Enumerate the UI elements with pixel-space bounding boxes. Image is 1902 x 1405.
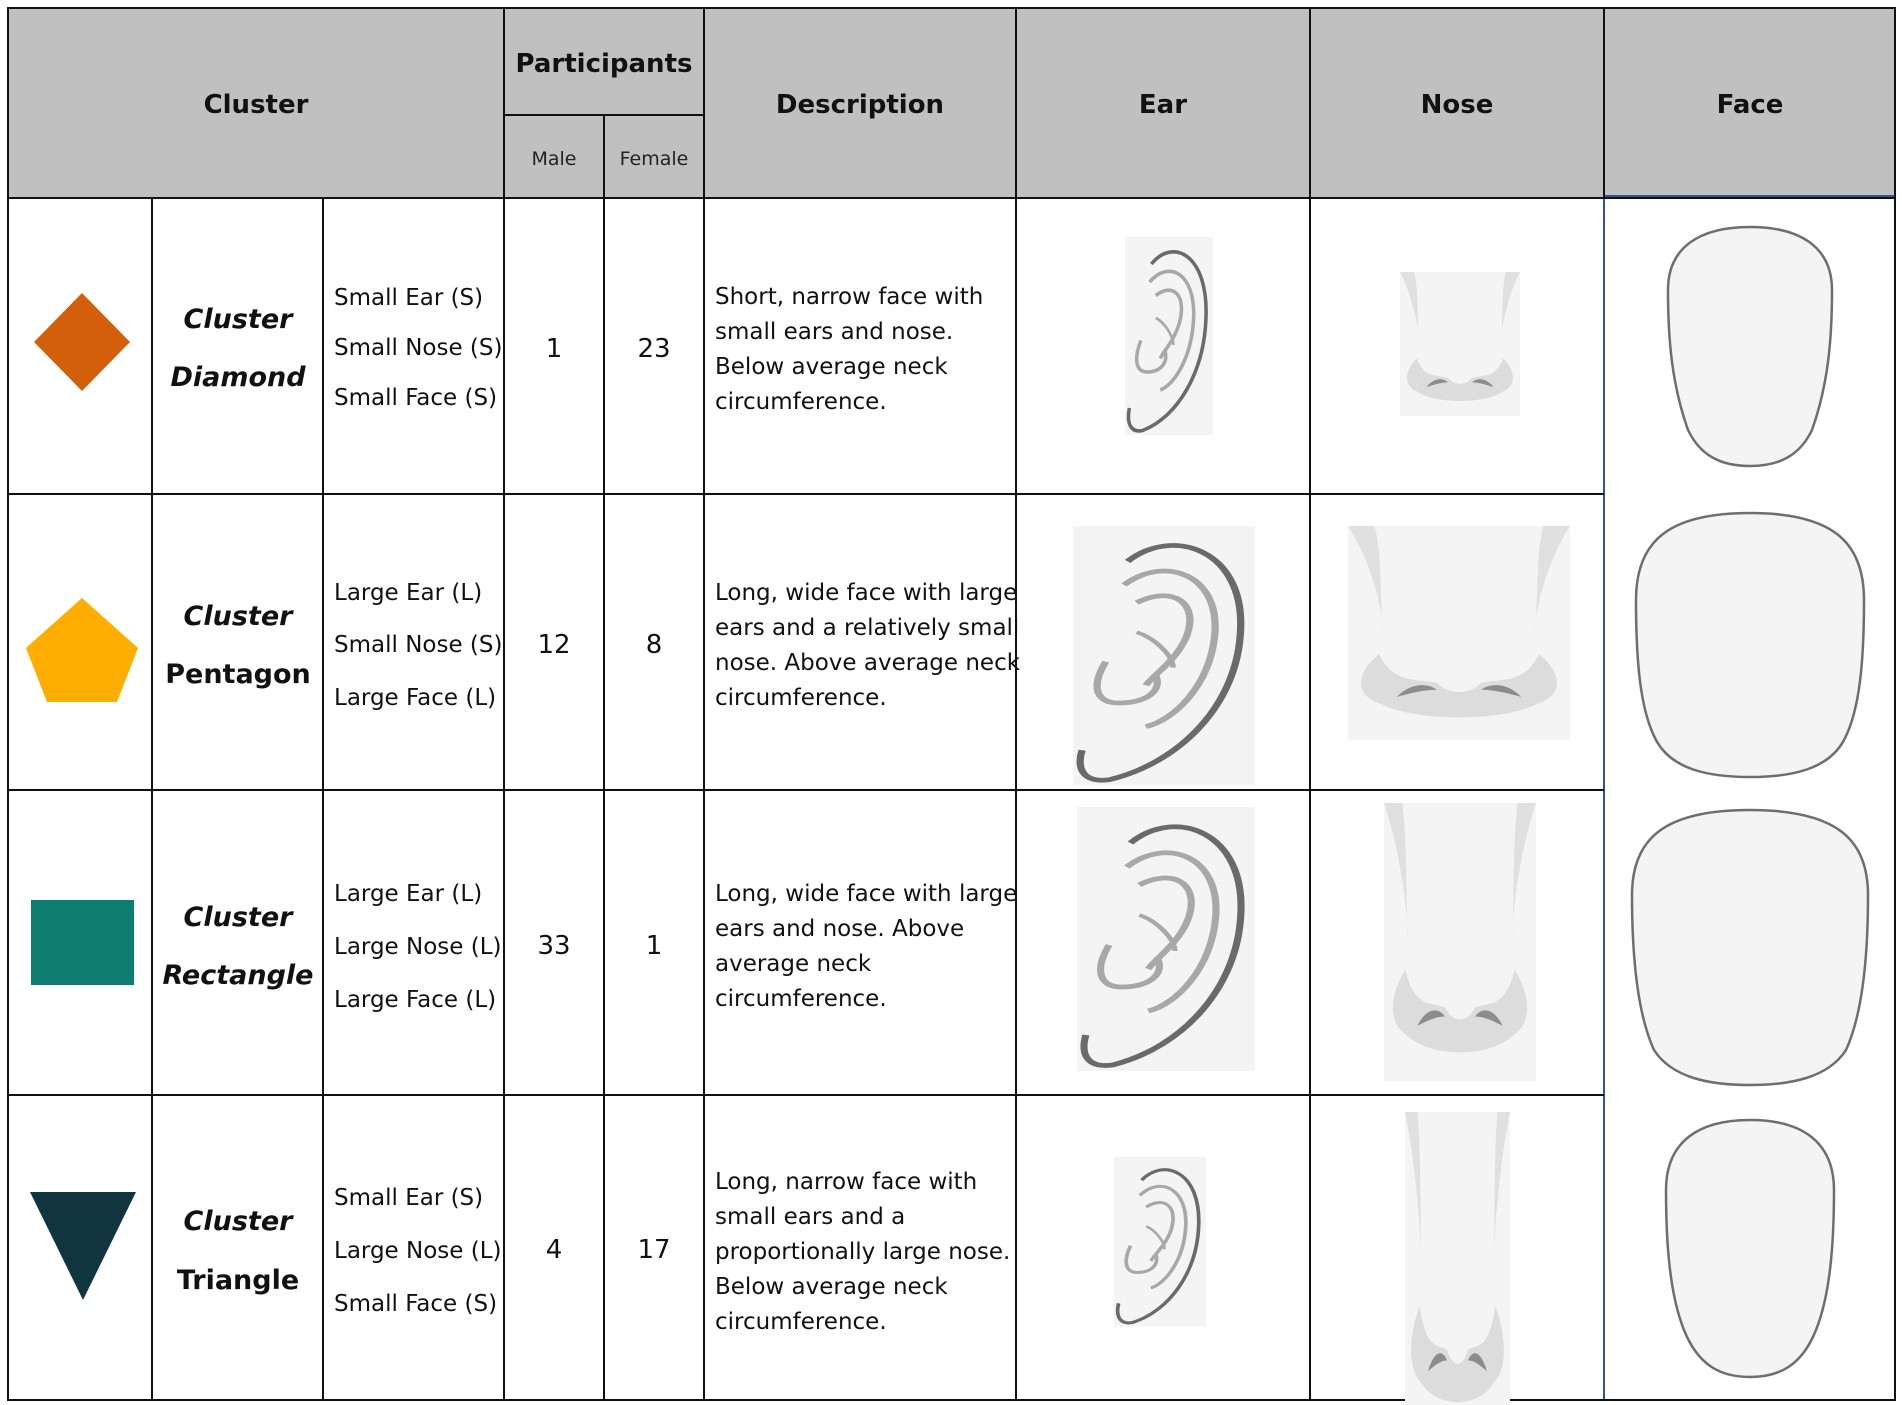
description-line: circumference. <box>715 685 887 711</box>
ear-illustration <box>1114 1157 1206 1326</box>
description-line: circumference. <box>715 389 887 415</box>
header-cluster: Cluster <box>203 90 309 120</box>
header-male: Male <box>531 148 577 170</box>
cluster-name-line2: Rectangle <box>162 960 314 991</box>
description-line: small ears and nose. <box>715 319 954 345</box>
feature-ear: Large Ear (L) <box>334 580 483 606</box>
description-line: Long, wide face with large <box>715 881 1018 907</box>
feature-nose: Large Nose (L) <box>334 934 502 960</box>
description-line: small ears and a <box>715 1204 906 1230</box>
description-line: Short, narrow face with <box>715 284 984 310</box>
description-line: circumference. <box>715 1309 887 1335</box>
female-count: 8 <box>645 630 663 660</box>
feature-face: Large Face (L) <box>334 987 497 1013</box>
diamond-icon <box>34 293 130 391</box>
cluster-name-line2: Pentagon <box>165 659 311 690</box>
female-count: 1 <box>645 931 663 961</box>
feature-nose: Large Nose (L) <box>334 1238 502 1264</box>
face-outline <box>1666 1120 1834 1377</box>
cluster-name-line1: Cluster <box>183 601 293 632</box>
cluster-name-line1: Cluster <box>183 1206 293 1237</box>
female-count: 23 <box>637 334 671 364</box>
description-line: average neck <box>715 951 872 977</box>
cluster-name-line1: Cluster <box>183 304 293 335</box>
face-outline <box>1632 810 1868 1085</box>
feature-ear: Large Ear (L) <box>334 881 483 907</box>
feature-face: Large Face (L) <box>334 685 497 711</box>
description-line: circumference. <box>715 986 887 1012</box>
feature-face: Small Face (S) <box>334 1291 498 1317</box>
ear-illustration <box>1077 807 1255 1071</box>
rectangle-icon <box>31 900 134 985</box>
description-line: Below average neck <box>715 354 948 380</box>
description-line: proportionally large nose. <box>715 1239 1011 1265</box>
header-female: Female <box>619 148 689 170</box>
male-count: 12 <box>537 630 571 660</box>
feature-ear: Small Ear (S) <box>334 285 484 311</box>
nose-illustration <box>1400 272 1520 416</box>
cluster-name-line2: Diamond <box>170 362 306 393</box>
feature-nose: Small Nose (S) <box>334 632 503 658</box>
pentagon-icon <box>26 598 138 702</box>
nose-illustration <box>1384 803 1536 1081</box>
header-description: Description <box>775 90 945 120</box>
feature-ear: Small Ear (S) <box>334 1185 484 1211</box>
feature-face: Small Face (S) <box>334 385 498 411</box>
male-count: 4 <box>545 1235 563 1265</box>
face-outline <box>1668 227 1832 466</box>
face-outline <box>1636 513 1864 777</box>
cluster-name-line1: Cluster <box>183 902 293 933</box>
header-nose: Nose <box>1420 90 1494 120</box>
nose-illustration <box>1405 1112 1510 1405</box>
description-line: Long, wide face with large <box>715 580 1018 606</box>
ear-illustration <box>1125 237 1213 435</box>
ear-illustration <box>1073 526 1255 786</box>
triangle-icon <box>30 1192 136 1300</box>
header-ear: Ear <box>1138 90 1188 120</box>
feature-nose: Small Nose (S) <box>334 335 503 361</box>
male-count: 33 <box>537 931 571 961</box>
female-count: 17 <box>637 1235 671 1265</box>
cluster-name-line2: Triangle <box>176 1265 300 1296</box>
description-line: ears and nose. Above <box>715 916 965 942</box>
header-face: Face <box>1716 90 1784 120</box>
header-participants: Participants <box>515 49 693 79</box>
nose-illustration <box>1348 526 1570 740</box>
male-count: 1 <box>545 334 563 364</box>
description-line: Long, narrow face with <box>715 1169 978 1195</box>
description-line: Below average neck <box>715 1274 948 1300</box>
description-line: nose. Above average neck <box>715 650 1021 676</box>
description-line: ears and a relatively small <box>715 615 1020 641</box>
